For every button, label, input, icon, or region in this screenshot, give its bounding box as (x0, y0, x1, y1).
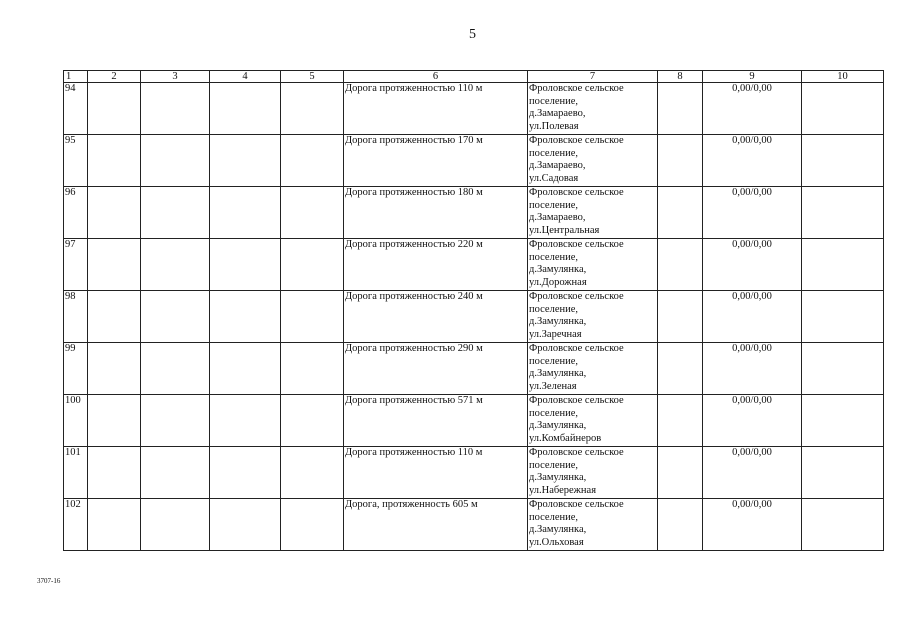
column-header-6: 6 (344, 71, 528, 83)
cell-col-10 (802, 83, 884, 135)
cell-col-10 (802, 395, 884, 447)
cell-col-4 (210, 187, 281, 239)
row-number: 94 (64, 83, 88, 135)
cell-col-8 (658, 499, 703, 551)
column-header-10: 10 (802, 71, 884, 83)
address-line: поселение, (529, 511, 579, 523)
column-header-3: 3 (141, 71, 210, 83)
table-row (64, 343, 884, 395)
cell-col-2 (88, 135, 141, 187)
cell-col-3 (141, 187, 210, 239)
object-value: 0,00/0,00 (703, 135, 802, 187)
cell-col-2 (88, 343, 141, 395)
cell-col-2 (88, 499, 141, 551)
cell-col-8 (658, 395, 703, 447)
cell-col-2 (88, 447, 141, 499)
table-row (64, 135, 884, 187)
column-number-row (64, 71, 884, 83)
object-name: Дорога протяженностью 290 м (344, 343, 528, 395)
property-register-table (63, 70, 884, 551)
object-name: Дорога протяженностью 240 м (344, 291, 528, 343)
cell-col-4 (210, 343, 281, 395)
cell-col-8 (658, 343, 703, 395)
address-line: д.Замулянка, (529, 264, 587, 275)
row-number: 100 (64, 395, 88, 447)
address-line: д.Замараево, (529, 108, 586, 119)
cell-col-3 (141, 447, 210, 499)
address-line: ул.Садовая (529, 172, 579, 184)
address-line: Фроловское сельское (529, 239, 624, 250)
cell-col-3 (141, 343, 210, 395)
cell-col-4 (210, 239, 281, 291)
address-line: ул.Центральная (529, 224, 600, 236)
cell-col-5 (281, 135, 344, 187)
cell-col-5 (281, 83, 344, 135)
cell-col-8 (658, 447, 703, 499)
table-row (64, 499, 884, 551)
cell-col-3 (141, 291, 210, 343)
object-name: Дорога протяженностью 571 м (344, 395, 528, 447)
cell-col-10 (802, 135, 884, 187)
address-line: ул.Полевая (529, 120, 579, 132)
cell-col-4 (210, 291, 281, 343)
cell-col-3 (141, 395, 210, 447)
object-address (528, 187, 658, 239)
column-header-4: 4 (210, 71, 281, 83)
cell-col-10 (802, 291, 884, 343)
table-row (64, 395, 884, 447)
object-value: 0,00/0,00 (703, 499, 802, 551)
address-line: поселение, (529, 147, 579, 159)
object-address (528, 291, 658, 343)
cell-col-4 (210, 135, 281, 187)
address-line: ул.Набережная (529, 484, 597, 496)
cell-col-8 (658, 187, 703, 239)
object-name: Дорога протяженностью 170 м (344, 135, 528, 187)
cell-col-4 (210, 499, 281, 551)
cell-col-4 (210, 395, 281, 447)
object-value: 0,00/0,00 (703, 83, 802, 135)
address-line: ул.Комбайнеров (529, 432, 602, 444)
table-row (64, 291, 884, 343)
object-name: Дорога протяженностью 110 м (344, 83, 528, 135)
cell-col-2 (88, 187, 141, 239)
row-number: 98 (64, 291, 88, 343)
table-row (64, 187, 884, 239)
cell-col-5 (281, 447, 344, 499)
row-number: 99 (64, 343, 88, 395)
address-line: Фроловское сельское (529, 499, 624, 510)
row-number: 95 (64, 135, 88, 187)
address-line: Фроловское сельское (529, 447, 624, 458)
object-name: Дорога протяженностью 110 м (344, 447, 528, 499)
address-line: поселение, (529, 459, 579, 471)
address-line: ул.Заречная (529, 328, 582, 340)
object-address (528, 343, 658, 395)
page-number: 5 (469, 27, 476, 42)
cell-col-10 (802, 187, 884, 239)
cell-col-2 (88, 239, 141, 291)
row-number: 102 (64, 499, 88, 551)
address-line: поселение, (529, 303, 579, 315)
object-address (528, 239, 658, 291)
object-value: 0,00/0,00 (703, 291, 802, 343)
object-name: Дорога протяженностью 180 м (344, 187, 528, 239)
column-header-9: 9 (703, 71, 802, 83)
address-line: поселение, (529, 199, 579, 211)
column-header-5: 5 (281, 71, 344, 83)
cell-col-5 (281, 343, 344, 395)
address-line: ул.Дорожная (529, 276, 587, 288)
cell-col-10 (802, 499, 884, 551)
address-line: д.Замараево, (529, 212, 586, 223)
cell-col-3 (141, 239, 210, 291)
cell-col-8 (658, 239, 703, 291)
address-line: Фроловское сельское (529, 187, 624, 198)
object-value: 0,00/0,00 (703, 343, 802, 395)
address-line: д.Замулянка, (529, 368, 587, 379)
object-address (528, 499, 658, 551)
address-line: д.Замулянка, (529, 472, 587, 483)
cell-col-5 (281, 499, 344, 551)
address-line: поселение, (529, 407, 579, 419)
object-address (528, 83, 658, 135)
cell-col-3 (141, 135, 210, 187)
table-row (64, 239, 884, 291)
object-value: 0,00/0,00 (703, 395, 802, 447)
cell-col-5 (281, 239, 344, 291)
address-line: Фроловское сельское (529, 395, 624, 406)
address-line: д.Замулянка, (529, 524, 587, 535)
address-line: поселение, (529, 355, 579, 367)
object-address (528, 395, 658, 447)
address-line: поселение, (529, 95, 579, 107)
cell-col-8 (658, 135, 703, 187)
address-line: ул.Зеленая (529, 380, 577, 392)
column-header-7: 7 (528, 71, 658, 83)
row-number: 101 (64, 447, 88, 499)
cell-col-8 (658, 291, 703, 343)
cell-col-2 (88, 395, 141, 447)
object-value: 0,00/0,00 (703, 447, 802, 499)
object-value: 0,00/0,00 (703, 187, 802, 239)
cell-col-10 (802, 447, 884, 499)
table-row (64, 83, 884, 135)
cell-col-10 (802, 343, 884, 395)
table-row (64, 447, 884, 499)
row-number: 96 (64, 187, 88, 239)
column-header-8: 8 (658, 71, 703, 83)
object-name: Дорога, протяженность 605 м (344, 499, 528, 551)
address-line: д.Замулянка, (529, 316, 587, 327)
address-line: д.Замулянка, (529, 420, 587, 431)
cell-col-10 (802, 239, 884, 291)
address-line: Фроловское сельское (529, 291, 624, 302)
cell-col-8 (658, 83, 703, 135)
column-header-1: 1 (64, 71, 88, 83)
address-line: Фроловское сельское (529, 343, 624, 354)
row-number: 97 (64, 239, 88, 291)
object-address (528, 447, 658, 499)
column-header-2: 2 (88, 71, 141, 83)
document-code: 3707-16 (37, 577, 61, 585)
object-value: 0,00/0,00 (703, 239, 802, 291)
address-line: Фроловское сельское (529, 83, 624, 94)
object-address (528, 135, 658, 187)
address-line: д.Замараево, (529, 160, 586, 171)
address-line: ул.Ольховая (529, 536, 584, 548)
address-line: поселение, (529, 251, 579, 263)
cell-col-5 (281, 187, 344, 239)
cell-col-3 (141, 499, 210, 551)
cell-col-4 (210, 447, 281, 499)
address-line: Фроловское сельское (529, 135, 624, 146)
cell-col-5 (281, 291, 344, 343)
cell-col-2 (88, 83, 141, 135)
object-name: Дорога протяженностью 220 м (344, 239, 528, 291)
cell-col-5 (281, 395, 344, 447)
cell-col-3 (141, 83, 210, 135)
cell-col-2 (88, 291, 141, 343)
cell-col-4 (210, 83, 281, 135)
